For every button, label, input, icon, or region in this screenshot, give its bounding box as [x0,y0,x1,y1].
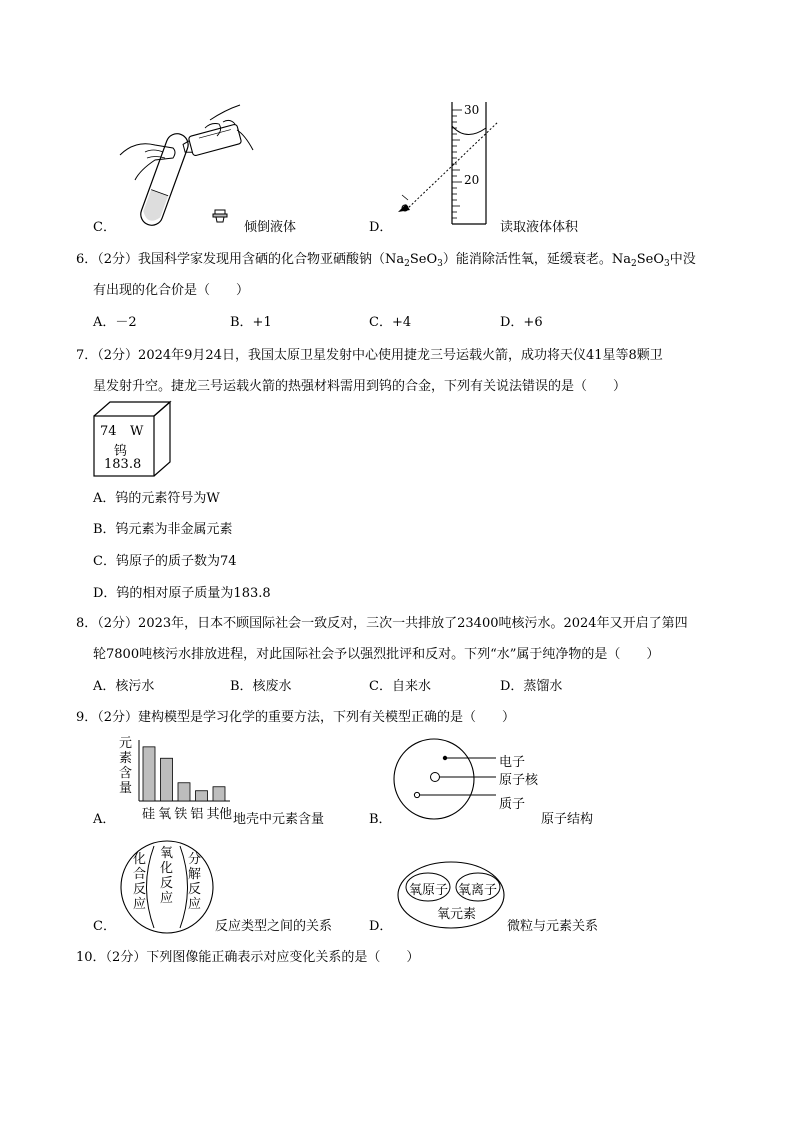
q7-option-c: C．钨原子的质子数为74 [93,554,237,569]
label-oxygen-atom: 氧原子 [409,883,449,898]
q9-d-caption: 微粒与元素关系 [507,919,599,934]
element-mass: 183.8 [104,457,142,472]
q7-option-d: D．钨的相对原子质量为183.8 [93,586,271,601]
bar-硅 [143,747,155,801]
q6-line2: 有出现的化合价是（ ） [93,283,250,298]
q6-line1: 6．（2分）我国科学家发现用含硒的化合物亚硒酸钠$(Na_2SeO_3)$能消除活性氧，延缓衰老。$Na_2SeO_3$中没 [76,252,696,269]
element-name: 钨 [114,444,128,459]
crust-element-bar-chart [138,740,230,802]
atom-label-proton: 质子 [499,797,526,812]
region-combination-reaction: 化合反应 [133,852,147,912]
cylinder-tick-30: 30 [464,103,480,117]
atom-label-nucleus: 原子核 [499,773,539,788]
crust-element-ylabel: 元 素 含 量 [119,736,133,796]
q5-c-caption: 倾倒液体 [244,220,297,235]
q6-option-b: B．+1 [230,315,272,330]
q7-option-a: A．钨的元素符号为W [93,491,220,506]
bar-铁 [178,783,190,801]
q8-option-a: A．核污水 [93,679,155,694]
q9-c-label: C． [93,919,116,934]
q8-option-c: C．自来水 [369,679,431,694]
crust-chart-xlabels: 硅 氧 铁 铝 其他 [142,807,232,822]
q9-a-label: A． [93,812,116,827]
q9-a-caption: 地壳中元素含量 [233,812,325,827]
label-oxygen-ion: 氧离子 [458,883,498,898]
region-oxidation-reaction: 氧化反应 [160,846,174,906]
atom-boundary [394,739,474,819]
label-oxygen-element: 氧元素 [437,907,477,922]
q8-option-b: B．核废水 [230,679,292,694]
cylinder-tick-20: 20 [464,173,480,187]
q9-line1: 9．（2分）建构模型是学习化学的重要方法，下列有关模型正确的是（ ） [76,710,516,725]
q9-b-caption: 原子结构 [541,812,594,827]
q6-option-a: A．－2 [93,315,137,330]
region-decomposition-reaction: 分解反应 [188,852,202,912]
q8-line1: 8．（2分）2023年，日本不顾国际社会一致反对，三次一共排放了23400吨核污水。2024年又开启了第四 [76,616,688,631]
element-symbol: W [130,424,144,439]
q5-d-caption: 读取液体体积 [500,220,579,235]
q7-line1: 7．（2分）2024年9月24日，我国太原卫星发射中心使用捷龙三号运载火箭，成功将天仪41星等8颗卫 [76,348,663,363]
q5-c-label: C． [93,220,116,235]
bar-其他 [213,787,225,801]
q9-c-caption: 反应类型之间的关系 [215,919,333,934]
q7-option-b: B．钨元素为非金属元素 [93,522,233,537]
graduated-cylinder-illustration [390,100,500,230]
q6-option-c: C．+4 [369,315,412,330]
bar-氧 [161,758,173,801]
q5-d-label: D． [369,220,393,235]
nucleus-circle [431,773,440,782]
atom-label-electron: 电子 [499,755,526,770]
element-atomic-number: 74 [100,424,117,439]
q7-line2: 星发射升空。捷龙三号运载火箭的热强材料需用到钨的合金，下列有关说法错误的是（ ） [93,379,627,394]
q10-line1: 10．（2分）下列图像能正确表示对应变化关系的是（ ） [76,950,420,965]
q8-option-d: D．蒸馏水 [500,679,563,694]
bar-铝 [196,791,208,801]
q9-b-label: B． [369,812,392,827]
q9-d-label: D． [369,919,393,934]
proton-circle [414,792,419,797]
q6-option-d: D．+6 [500,315,543,330]
bottle-stopper-icon [212,208,228,224]
q8-line2: 轮7800吨核污水排放进程，对此国际社会予以强烈批评和反对。下列“水”属于纯净物的是（ ） [93,647,660,662]
pouring-liquid-illustration [115,100,255,230]
